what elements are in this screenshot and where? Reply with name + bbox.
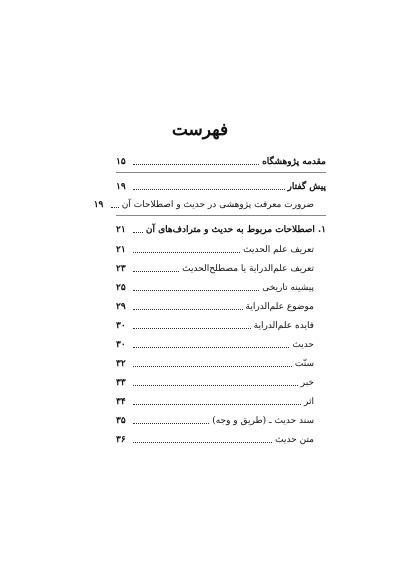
- dot-leader: [133, 309, 243, 310]
- toc-entry[interactable]: [116, 259, 326, 275]
- toc-entry-page: ۱۵: [116, 157, 126, 167]
- toc-entry-label: اثر: [304, 397, 314, 407]
- dot-leader: [133, 423, 209, 424]
- toc-entry[interactable]: [116, 392, 326, 408]
- toc-entry-page: ۲۱: [116, 225, 126, 235]
- toc-entry-page: ۲۱: [116, 245, 126, 255]
- toc-entry-page: ۳۳: [116, 378, 126, 388]
- dot-leader: [133, 232, 143, 233]
- toc-entry[interactable]: [116, 240, 326, 256]
- toc-entry-label: ضرورت معرفت پژوهشی در حدیث و اصطلاحات آن: [121, 200, 314, 210]
- toc-entry-label: تعریف علم الحدیث: [243, 245, 314, 255]
- dot-leader: [133, 328, 251, 329]
- dot-leader: [133, 189, 285, 190]
- toc-entry-label: موضوع علم‌الدرایة: [245, 302, 314, 312]
- toc-entry[interactable]: [116, 177, 326, 193]
- section-divider: [116, 215, 326, 216]
- toc-entry[interactable]: [116, 411, 326, 427]
- dot-leader: [133, 404, 301, 405]
- toc-entry-page: ۳۰: [116, 321, 126, 331]
- toc-entry-label: پیش گفتار: [287, 182, 326, 192]
- toc-entry-label: خبر: [300, 378, 314, 388]
- toc-entry[interactable]: [93, 195, 326, 211]
- toc-entry-label: متن حدیث: [275, 435, 314, 445]
- toc-entry[interactable]: [116, 297, 326, 313]
- dot-leader: [133, 442, 272, 443]
- toc-entry[interactable]: [116, 278, 326, 294]
- dot-leader: [133, 271, 179, 272]
- dot-leader: [133, 385, 298, 386]
- toc-entry-label: تعریف علم‌الدرایة یا مصطلح‌الحدیث: [182, 264, 314, 274]
- toc-entry-label: سند حدیث ـ (طریق و وجه): [212, 416, 314, 426]
- dot-leader: [133, 252, 240, 253]
- toc-entry[interactable]: [116, 152, 326, 168]
- toc-entry-page: ۳۵: [116, 416, 126, 426]
- toc-entry-label: مقدمه پژوهشگاه: [262, 157, 326, 167]
- dot-leader: [133, 290, 259, 291]
- toc-entry-page: ۳۲: [116, 359, 126, 369]
- toc-entry-page: ۳۶: [116, 435, 126, 445]
- toc-entry-page: ۲۹: [116, 302, 126, 312]
- toc-entry[interactable]: [116, 373, 326, 389]
- toc-entry-label: پیشینه تاریخی: [262, 283, 314, 293]
- toc-entry-label: سنّت: [294, 359, 314, 369]
- dot-leader: [133, 347, 289, 348]
- toc-entry[interactable]: [116, 220, 326, 236]
- toc-entry-page: ۲۵: [116, 283, 126, 293]
- toc-entry-label: فایده علم‌الدرایة: [253, 321, 314, 331]
- dot-leader: [133, 164, 259, 165]
- section-divider: [116, 172, 326, 173]
- toc-title: فهرست: [171, 120, 229, 140]
- toc-entry-label: ۱. اصطلاحات مربوط به حدیث و مترادف‌های آن: [145, 225, 326, 235]
- toc-entry-page: ۲۳: [116, 264, 126, 274]
- toc-entry[interactable]: [116, 335, 326, 351]
- toc-entry-page: ۳۰: [116, 340, 126, 350]
- dot-leader: [133, 366, 292, 367]
- toc-entry[interactable]: [116, 430, 326, 446]
- toc-entry-label: حدیث: [292, 340, 314, 350]
- toc-entry-page: ۱۹: [116, 182, 126, 192]
- toc-entry-page: ۳۴: [116, 397, 126, 407]
- toc-entry[interactable]: [116, 316, 326, 332]
- dot-leader: [111, 207, 119, 208]
- toc-entry-page: ۱۹: [93, 200, 104, 210]
- toc-entry[interactable]: [116, 354, 326, 370]
